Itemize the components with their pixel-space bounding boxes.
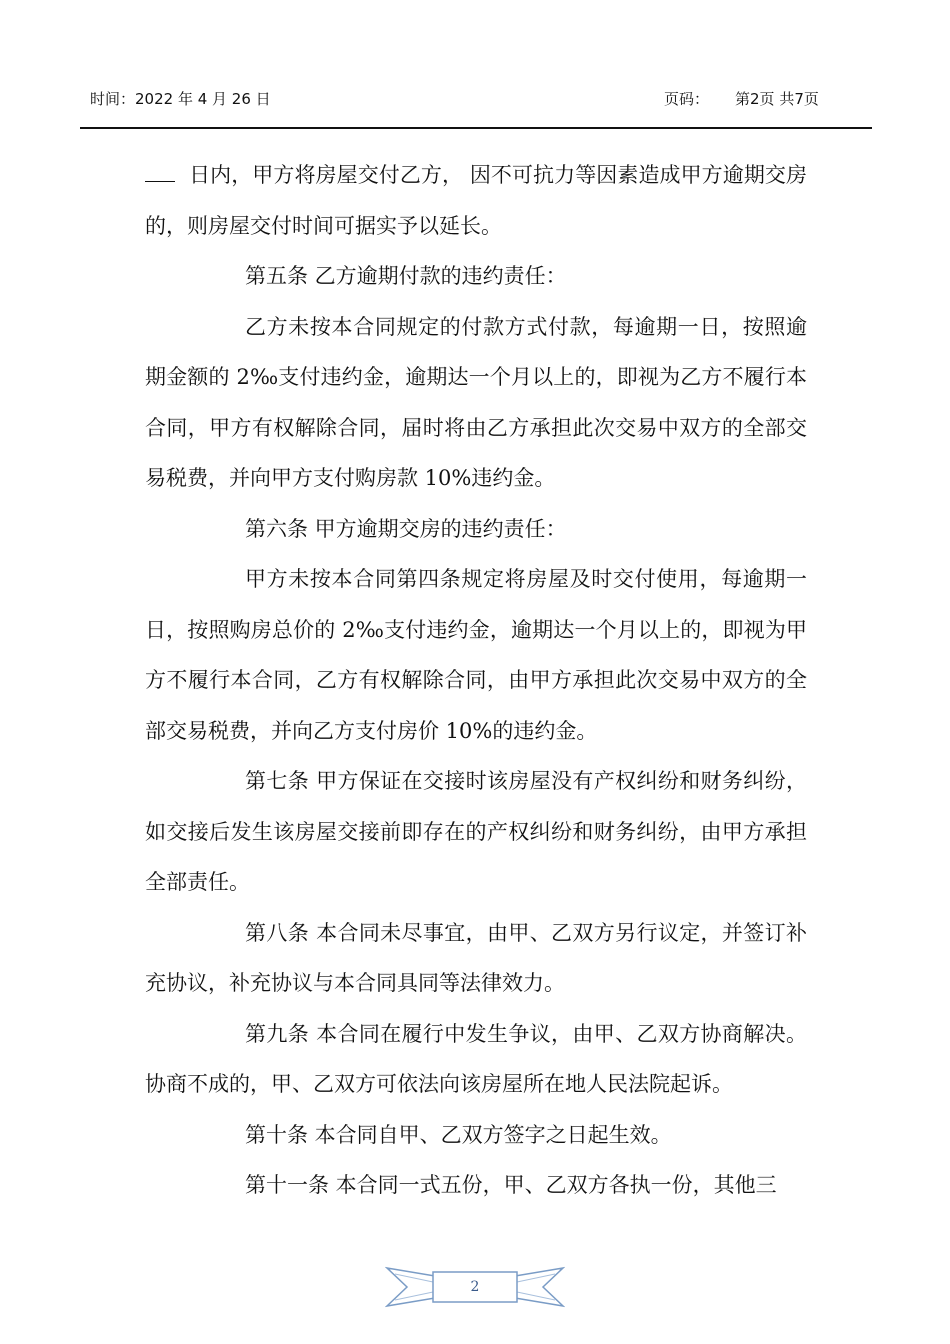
document-body: [145, 150, 807, 1211]
blank-underline: [145, 163, 175, 182]
article-7: 第七条 甲方保证在交接时该房屋没有产权纠纷和财务纠纷，如交接后发生该房屋交接前即存在的产权纠纷和财务纠纷，由甲方承担全部责任。: [145, 769, 807, 894]
article-9: 第九条 本合同在履行中发生争议，由甲、乙双方协商解决。协商不成的，甲、乙双方可依法向该房屋所在地人民法院起诉。: [145, 1021, 807, 1096]
article-11: 第十一条 本合同一式五份，甲、乙双方各执一份，其他三: [245, 1173, 777, 1197]
paragraph-continuation: 日内，甲方将房屋交付乙方， 因不可抗力等因素造成甲方逾期交房的，则房屋交付时间可据实予以延长。: [145, 163, 807, 238]
page-header: [0, 0, 950, 130]
page-number: 2: [470, 1279, 480, 1295]
article-8: 第八条 本合同未尽事宜，由甲、乙双方另行议定，并签订补充协议，补充协议与本合同具同等法律效力。: [145, 920, 807, 995]
article-5-body: 乙方未按本合同规定的付款方式付款，每逾期一日，按照逾期金额的 2‰支付违约金，逾期达一个月以上的，即视为乙方不履行本合同，甲方有权解除合同，届时将由乙方承担此次交易中双方的全部交易税费，并向甲方支付购房款 10%违约金。: [145, 314, 807, 490]
header-page-label: 页码：: [664, 90, 710, 108]
header-page-value: 第2页 共7页: [735, 90, 819, 108]
header-page-info: [664, 88, 819, 109]
article-6-heading: 第六条 甲方逾期交房的违约责任：: [245, 516, 567, 541]
article-5-heading: 第五条 乙方逾期付款的违约责任：: [245, 264, 567, 288]
header-divider: [80, 127, 872, 129]
header-date: 时间：2022 年 4 月 26 日: [90, 90, 271, 108]
page-footer: [385, 1262, 565, 1312]
article-6-body: 甲方未按本合同第四条规定将房屋及时交付使用，每逾期一日，按照购房总价的 2‰支付违约金，逾期达一个月以上的，即视为甲方不履行本合同，乙方有权解除合同，由甲方承担此次交易中双方的全部交易税费，并向乙方支付房价 10%的违约金。: [145, 567, 807, 743]
article-10: 第十条 本合同自甲、乙双方签字之日起生效。: [245, 1122, 672, 1147]
